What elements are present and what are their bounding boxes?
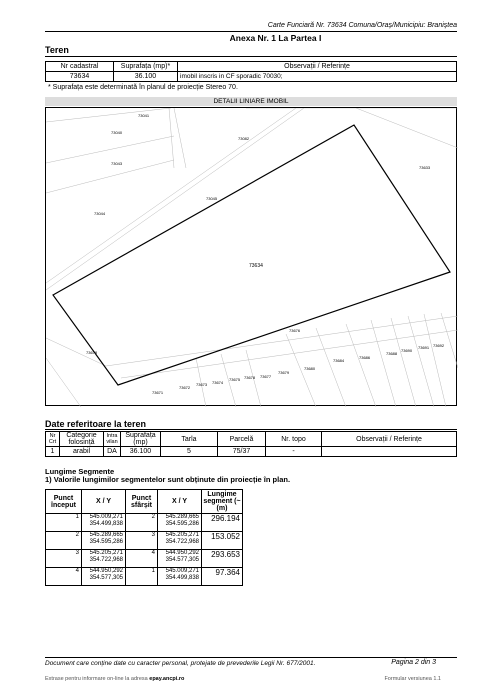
teren-rule (45, 56, 457, 57)
coord-y: 354.499,838 (165, 575, 199, 581)
coord-x: 545.009,271 (89, 514, 123, 520)
col-suprafata: Suprafața (mp) (121, 432, 161, 447)
coord-y: 354.595,286 (89, 539, 123, 545)
col-parcela: Parcelă (218, 432, 266, 447)
col-punct-sfarsit: Punct sfârșit (126, 490, 158, 514)
cell-p1: 2 (46, 532, 82, 550)
col-suprafata: Suprafața (mp)* (114, 62, 178, 72)
col-categorie: Categorie folosință (60, 432, 104, 447)
cell-p2: 4 (126, 550, 158, 568)
plan-drawing (46, 108, 458, 407)
cell-xy1 (82, 550, 126, 568)
page-number: Pagina 2 din 3 (391, 659, 436, 666)
label-73678b: 73678 (244, 375, 256, 380)
table-row (46, 568, 243, 586)
header-cf-title: Carte Funciară Nr. 73634 Comuna/Oraș/Municipiu: Braniștea (267, 22, 457, 29)
label-73675: 73675 (229, 377, 241, 382)
label-73679: 73679 (278, 370, 290, 375)
col-punct-inceput: Punct început (46, 490, 82, 514)
coord-y: 354.577,305 (89, 575, 123, 581)
coord-x: 545.009,271 (165, 568, 199, 574)
col-tarla: Tarla (161, 432, 218, 447)
coord-x: 544.950,292 (89, 568, 123, 574)
col-nr-crt: Nr Crt (46, 432, 60, 447)
col-observatii: Observații / Referințe (178, 62, 457, 72)
detalii-bar: DETALII LINIARE IMOBIL (45, 97, 457, 106)
cell-nr-cadastral: 73634 (46, 72, 114, 82)
coord-y: 354.577,305 (165, 557, 199, 563)
label-73082: 73082 (238, 136, 250, 141)
cell-observatii: imobil inscris in CF sporadic 70030; (178, 72, 457, 82)
label-73692: 73692 (433, 343, 445, 348)
label-73633: 73633 (419, 165, 431, 170)
label-73680: 73680 (304, 366, 316, 371)
col-lungime: Lungime segment (~ (m) (203, 491, 241, 512)
table-header-row (46, 62, 457, 72)
table-row (46, 72, 457, 82)
table-row (46, 447, 457, 457)
label-73671: 73671 (152, 390, 164, 395)
label-73673: 73673 (196, 382, 208, 387)
table-row (46, 532, 243, 550)
cell-categorie: arabil (60, 447, 104, 457)
label-main-parcel: 73634 (249, 263, 263, 269)
segment-table (45, 489, 243, 586)
label-73041: 73041 (138, 113, 150, 118)
col-observatii: Observații / Referințe (322, 432, 457, 447)
label-73040: 73040 (111, 130, 123, 135)
cell-length: 153.052 (202, 532, 243, 550)
cell-xy1 (82, 514, 126, 532)
label-73043: 73043 (111, 161, 123, 166)
epay-link[interactable]: epay.ancpi.ro (149, 676, 185, 682)
coord-x: 545.289,665 (165, 514, 199, 520)
coord-y: 354.595,286 (165, 521, 199, 527)
coord-y: 354.499,838 (89, 521, 123, 527)
cell-length: 97.364 (202, 568, 243, 586)
cell-xy2 (158, 532, 202, 550)
referitoare-table (45, 431, 457, 457)
label-73690: 73690 (401, 348, 413, 353)
cell-intravilan: DA (104, 447, 121, 457)
cell-suprafata: 36.100 (121, 447, 161, 457)
col-xy-start: X / Y (82, 490, 126, 514)
label-73686: 73686 (359, 355, 371, 360)
cell-p1: 4 (46, 568, 82, 586)
cell-length: 293.653 (202, 550, 243, 568)
annex-title: Anexa Nr. 1 La Partea I (229, 33, 322, 43)
cell-observatii (322, 447, 457, 457)
cell-parcela: 75/37 (218, 447, 266, 457)
coord-y: 354.722,968 (89, 557, 123, 563)
cell-xy2 (158, 568, 202, 586)
footer-notice: Document care conține date cu caracter personal, protejate de prevederile Legii Nr. 677/2001. (45, 660, 316, 667)
cell-xy2 (158, 514, 202, 532)
label-73672: 73672 (179, 385, 191, 390)
coord-x: 544.950,292 (165, 550, 199, 556)
cell-p1: 1 (46, 514, 82, 532)
cell-p2: 3 (126, 532, 158, 550)
referitoare-rule (45, 429, 457, 430)
coord-x: 545.205,271 (165, 532, 199, 538)
label-73684: 73684 (333, 358, 345, 363)
form-version: Formular versiunea 1.1 (384, 676, 441, 682)
col-nr-topo: Nr. topo (266, 432, 322, 447)
cell-p1: 3 (46, 550, 82, 568)
header-rule (45, 31, 457, 32)
cell-tarla: 5 (161, 447, 218, 457)
table-row (46, 514, 243, 532)
label-73044: 73044 (94, 211, 106, 216)
cell-suprafata: 36.100 (114, 72, 178, 82)
label-73676: 73676 (289, 328, 301, 333)
col-nr-cadastral: Nr cadastral (46, 62, 114, 72)
cell-xy1 (82, 568, 126, 586)
label-73691: 73691 (418, 345, 430, 350)
footer-epay (45, 676, 184, 682)
teren-heading: Teren (45, 45, 69, 55)
cell-xy1 (82, 532, 126, 550)
lungime-subtitle: 1) Valorile lungimilor segmentelor sunt obținute din proiecție în plan. (45, 475, 291, 484)
label-73045: 73045 (206, 196, 218, 201)
suprafata-footnote: * Suprafața este determinată în planul de proiecție Stereo 70. (48, 84, 238, 91)
teren-table (45, 61, 457, 82)
lungime-heading: Lungime Segmente (45, 467, 115, 476)
cadastral-plan (45, 107, 457, 406)
label-73677: 73677 (260, 374, 272, 379)
cell-xy2 (158, 550, 202, 568)
label-73678a: 73678 (86, 350, 98, 355)
footer-rule (45, 657, 457, 658)
coord-x: 545.289,665 (89, 532, 123, 538)
col-intravilan: Intra vilan (104, 432, 121, 447)
table-header-row (46, 432, 457, 447)
cell-nr-crt: 1 (46, 447, 60, 457)
label-73674: 73674 (212, 380, 224, 385)
cell-nr-topo: - (266, 447, 322, 457)
table-header-row (46, 490, 243, 514)
coord-y: 354.722,968 (165, 539, 199, 545)
referitoare-heading: Date referitoare la teren (45, 419, 147, 429)
cell-p2: 1 (126, 568, 158, 586)
table-row (46, 550, 243, 568)
col-xy-end: X / Y (158, 490, 202, 514)
label-73688: 73688 (386, 351, 398, 356)
coord-x: 545.205,271 (89, 550, 123, 556)
epay-prefix: Extrase pentru informare on-line la adresa (45, 676, 148, 682)
cell-p2: 2 (126, 514, 158, 532)
cell-length: 296.194 (202, 514, 243, 532)
